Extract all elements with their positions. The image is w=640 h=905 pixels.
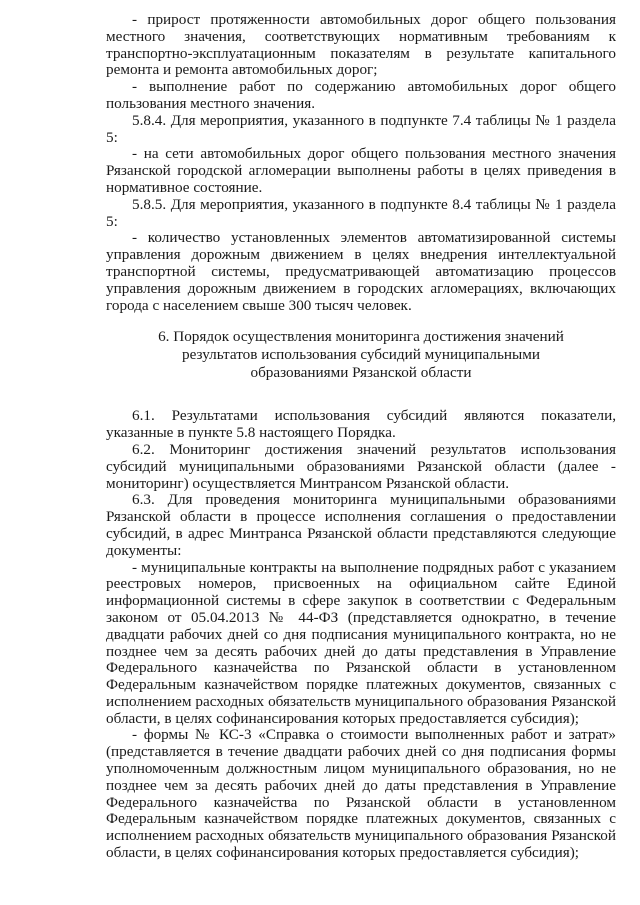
paragraph-growth-roads: - прирост протяженности автомобильных дорог общего пользования местного значения, соответствующих нормативным требованиям к транспортно-эксплуатационным показателям в результате капитального ремонта и ремонта автомобильных дорог; bbox=[106, 11, 616, 79]
section-6-title-line-2: результатов использования субсидий муниципальными bbox=[182, 346, 540, 364]
paragraph-agglomeration-network: - на сети автомобильных дорог общего пользования местного значения Рязанской городской агломерации выполнены работы в целях приведения в нормативное состояние. bbox=[106, 145, 616, 196]
paragraph-6-1: 6.1. Результатами использования субсидий являются показатели, указанные в пункте 5.8 настоящего Порядка. bbox=[106, 407, 616, 442]
section-6-title bbox=[106, 328, 616, 382]
paragraph-form-ks3: - формы № КС-3 «Справка о стоимости выполненных работ и затрат» (представляется в течение двадцати рабочих дней со дня подписания формы уполномоченным должностным лицом муниципального образования, но не позднее чем за десять рабочих дней до даты представления в Управление Федерального казначейства по Рязанской области в установленном Федеральным казначейством порядке платежных документов, связанных с исполнением расходных обязательств муниципального образования Рязанской области, в целях софинансирования которых предоставляется субсидия); bbox=[106, 726, 616, 862]
paragraph-municipal-contracts: - муниципальные контракты на выполнение подрядных работ с указанием реестровых номеров, присвоенных на официальном сайте Единой информационной системы в сфере закупок в соответствии с Федеральным законом от 05.04.2013 № 44-ФЗ (представляется однократно, в течение двадцати рабочих дней со дня подписания муниципального контракта, но не позднее чем за десять рабочих дней до даты представления в Управление Федерального казначейства по Рязанской области в установленном Федеральным казначейством порядке платежных документов, связанных с исполнением расходных обязательств муниципального образования Рязанской области, в целях софинансирования которых предоставляется субсидия); bbox=[106, 558, 616, 727]
paragraph-5-8-4: 5.8.4. Для мероприятия, указанного в подпункте 7.4 таблицы № 1 раздела 5: bbox=[106, 111, 616, 146]
section-6-title-line-3: образованиями Рязанской области bbox=[250, 364, 472, 382]
paragraph-5-8-5: 5.8.5. Для мероприятия, указанного в подпункте 8.4 таблицы № 1 раздела 5: bbox=[106, 195, 616, 230]
document-page bbox=[106, 12, 616, 862]
paragraph-6-2: 6.2. Мониторинг достижения значений результатов использования субсидий муниципальными образованиями Рязанской области (далее - мониторинг) осуществляется Минтрансом Рязанской области. bbox=[106, 440, 616, 492]
paragraph-maintenance-works: - выполнение работ по содержанию автомобильных дорог общего пользования местного значения. bbox=[106, 78, 616, 112]
section-6-title-line-1: 6. Порядок осуществления мониторинга достижения значений bbox=[158, 328, 564, 346]
paragraph-6-3: 6.3. Для проведения мониторинга муниципальными образованиями Рязанской области в процессе исполнения соглашения о предоставлении субсидий, в адрес Минтранса Рязанской области представляются следующие документы: bbox=[106, 491, 616, 559]
paragraph-traffic-control-elements: - количество установленных элементов автоматизированной системы управления дорожным движением в целях внедрения интеллектуальной транспортной системы, предусматривающей автоматизацию процессов управления дорожным движением в городских агломерациях, включающих города с населением свыше 300 тысяч человек. bbox=[106, 229, 616, 314]
